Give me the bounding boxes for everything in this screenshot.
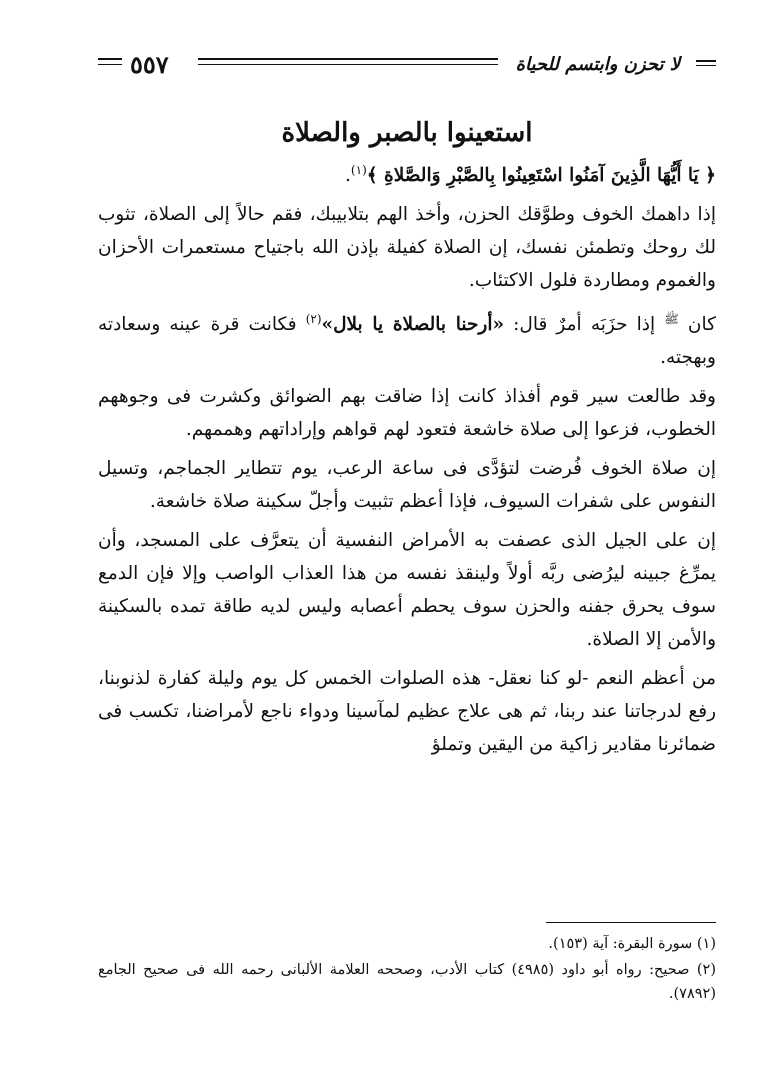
chapter-title: استعينوا بالصبر والصلاة	[281, 118, 533, 148]
page-header	[98, 44, 716, 80]
hadith-quote: «أرحنا بالصلاة يا بلال»	[321, 314, 505, 336]
header-rule-middle	[198, 58, 498, 60]
page-number: ٥٥٧	[130, 50, 169, 79]
quran-verse: ﴿ يَا أَيُّهَا الَّذِينَ آمَنُوا اسْتَعِينُوا بِالصَّبْرِ وَالصَّلاةِ ﴾$^{(١)}$.	[345, 163, 716, 187]
paragraph-6: من أعظم النعم -لو كنا نعقل- هذه الصلوات الخمس كل يوم وليلة كفارة لذنوبنا، رفع لدرجاتنا عند ربنا، ثم هى علاج عظيم لمآسينا ودواء ناجع لأمراضنا، تكسب فى ضمائرنا مقادير زاكية من اليقين وتملؤ	[98, 668, 716, 756]
running-title: لا تحزن وابتسم للحياة	[515, 54, 680, 75]
footnote-2: (٢) صحيح: رواه أبو داود (٤٩٨٥) كتاب الأدب، وصححه العلامة الألبانى رحمه الله فى صحيح الجامع (٧٨٩٢).	[98, 962, 716, 1002]
header-rule-right	[696, 60, 716, 62]
paragraph-3: وقد طالعت سير قوم أفذاذ كانت إذا ضاقت بهم الضوائق وكشرت فى وجوههم الخطوب، فزعوا إلى صلاة خاشعة فتعود لهم قواهم وإراداتهم وهممهم.	[98, 386, 716, 441]
header-rule-left	[98, 58, 122, 60]
paragraph-5: إن على الجيل الذى عصفت به الأمراض النفسية أن يتعرَّف على المسجد، وأن يمرِّغ جبينه ليرُضى ربَّه أولاً ولينقذ نفسه من هذا العذاب الواصب وإلا فإن الدمع سوف يحرق جفنه والحزن سوف يحطم أعصابه وليس لديه طاقة تمده بالسكينة والأمن إلا الصلاة.	[98, 530, 716, 651]
p2-end: فكانت قرة عينه وسعادته وبهجته.	[98, 314, 716, 369]
footnote-ref-1: (١)	[350, 163, 367, 177]
paragraph-2	[98, 303, 716, 374]
paragraph-4: إن صلاة الخوف فُرضت لتؤدَّى فى ساعة الرعب، يوم تتطاير الجماجم، وتسيل النفوس على شفرات السيوف، فإذا أعظم تثبيت وأجلّ سكينة صلاة خاشعة.	[98, 458, 716, 513]
p2-middle: إذا حزَبَه أمرٌ قال:	[513, 314, 656, 336]
p2-start: كان	[687, 314, 716, 336]
header-rule-right-thin	[696, 65, 716, 66]
footnotes	[98, 932, 716, 1008]
verse-text: ﴿ يَا أَيُّهَا الَّذِينَ آمَنُوا اسْتَعِينُوا بِالصَّبْرِ وَالصَّلاةِ ﴾	[366, 165, 716, 187]
header-rule-middle-thin	[198, 64, 498, 65]
paragraph-1: إذا داهمك الخوف وطوَّقك الحزن، وأخذ الهم بتلابيبك، فقم حالاً إلى الصلاة، تثوب لك روحك وتطمئن نفسك، إن الصلاة كفيلة بإذن الله باجتياح مستعمرات الأحزان والغموم ومطاردة فلول الاكتئاب.	[98, 204, 716, 292]
body-text	[98, 154, 716, 767]
footnote-divider	[546, 922, 716, 923]
footnote-1: (١) سورة البقرة: آية (١٥٣).	[548, 936, 716, 952]
footnote-ref-2: (٢)	[305, 312, 322, 327]
header-rule-left-thin	[98, 64, 122, 65]
sallam-glyph: ﷺ	[664, 312, 679, 327]
